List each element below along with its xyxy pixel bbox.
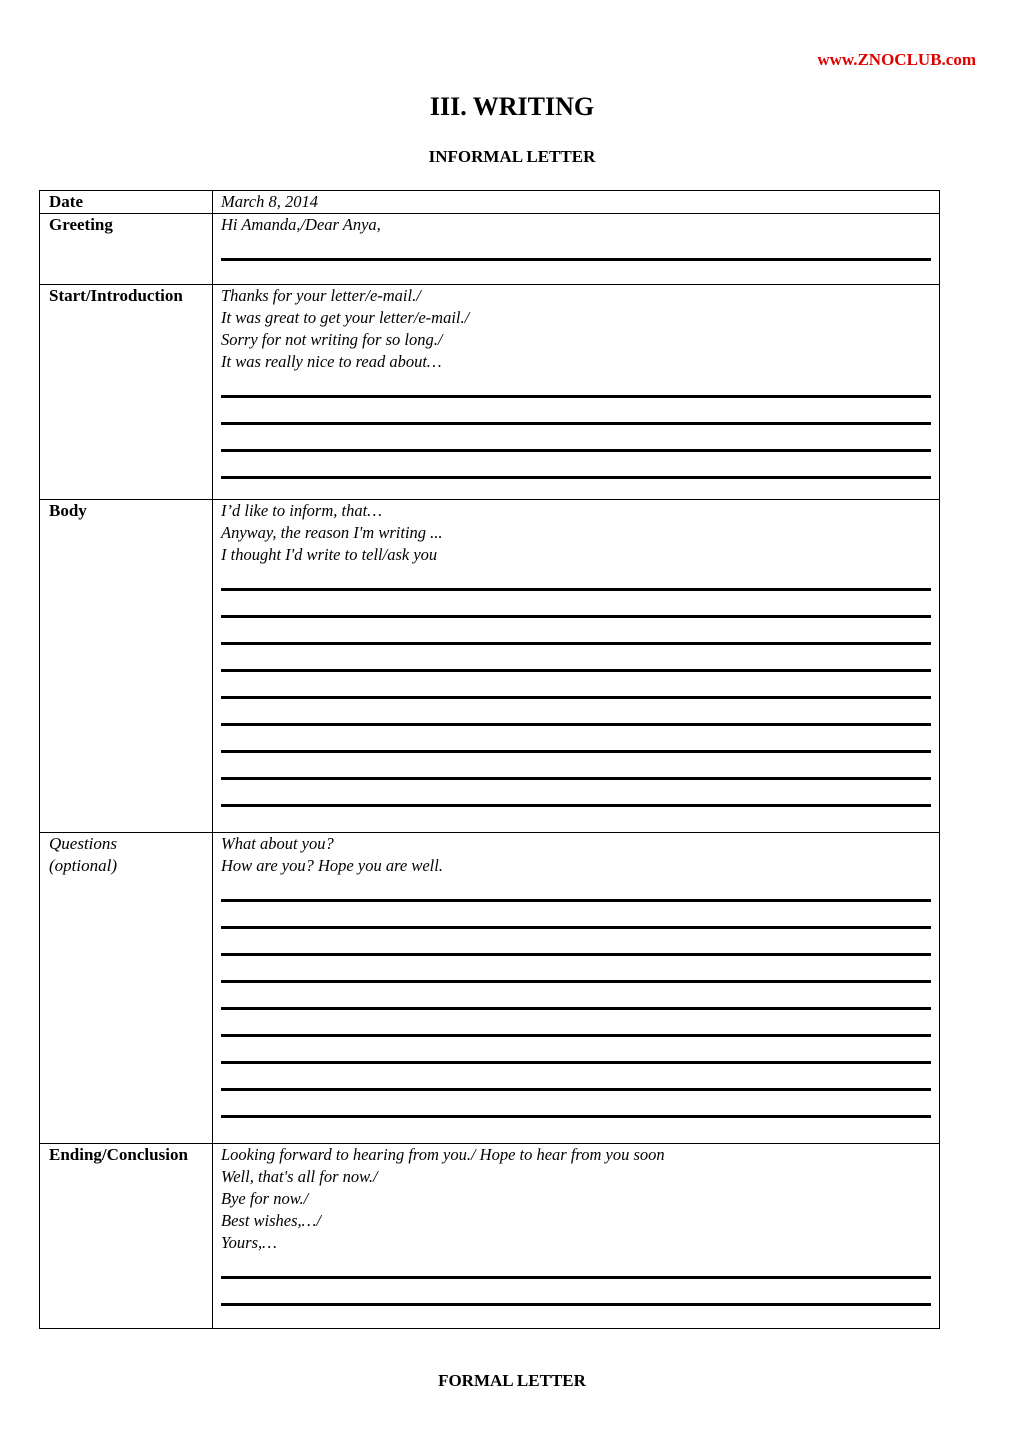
writing-line[interactable] xyxy=(221,1091,931,1118)
row-content-start xyxy=(213,285,939,499)
writing-line[interactable] xyxy=(221,1254,931,1279)
phrase: Well, that's all for now./ xyxy=(221,1167,378,1186)
writing-line[interactable] xyxy=(221,753,931,780)
writing-line[interactable] xyxy=(221,618,931,645)
phrase: I’d like to inform, that… xyxy=(221,501,382,520)
phrase: How are you? Hope you are well. xyxy=(221,856,443,875)
phrase: Best wishes,…/ xyxy=(221,1211,321,1230)
site-url: www.ZNOCLUB.com xyxy=(817,50,976,69)
writing-line[interactable] xyxy=(221,929,931,956)
row-label-text: Questions xyxy=(49,834,117,853)
row-content-ending xyxy=(213,1144,939,1328)
writing-line[interactable] xyxy=(221,699,931,726)
table-row-body xyxy=(40,499,939,832)
writing-line[interactable] xyxy=(221,645,931,672)
writing-line[interactable] xyxy=(221,425,931,452)
phrase: Thanks for your letter/e-mail./ xyxy=(221,286,421,305)
phrase: Yours,… xyxy=(221,1233,277,1252)
table-row-greeting xyxy=(40,213,939,284)
writing-line[interactable] xyxy=(221,1037,931,1064)
row-label-ending xyxy=(40,1144,213,1328)
row-label-body xyxy=(40,500,213,832)
writing-line[interactable] xyxy=(221,1279,931,1306)
table-row-date xyxy=(40,191,939,213)
writing-line[interactable] xyxy=(221,956,931,983)
writing-line[interactable] xyxy=(221,983,931,1010)
phrase: Looking forward to hearing from you./ Hope to hear from you soon xyxy=(221,1145,665,1164)
writing-line[interactable] xyxy=(221,726,931,753)
row-content-greeting xyxy=(213,214,939,284)
table-row-questions xyxy=(40,832,939,1143)
row-label-date xyxy=(40,191,213,213)
row-label-text: Greeting xyxy=(49,215,113,234)
row-label-start xyxy=(40,285,213,499)
table-row-ending xyxy=(40,1143,939,1328)
writing-line[interactable] xyxy=(221,902,931,929)
writing-line[interactable] xyxy=(221,877,931,902)
writing-line[interactable] xyxy=(221,398,931,425)
phrase: Hi Amanda,/Dear Anya, xyxy=(221,215,381,234)
writing-line[interactable] xyxy=(221,1010,931,1037)
writing-line[interactable] xyxy=(221,236,931,261)
writing-line[interactable] xyxy=(221,373,931,398)
row-label-greeting xyxy=(40,214,213,284)
writing-line[interactable] xyxy=(221,1064,931,1091)
phrase: Anyway, the reason I'm writing ... xyxy=(221,523,443,542)
writing-line[interactable] xyxy=(221,591,931,618)
row-label-text: Body xyxy=(49,501,87,520)
writing-line[interactable] xyxy=(221,672,931,699)
row-label-text: Date xyxy=(49,192,83,211)
writing-line[interactable] xyxy=(221,566,931,591)
phrase: March 8, 2014 xyxy=(221,192,319,211)
row-content-date xyxy=(213,191,939,213)
row-label-text: Start/Introduction xyxy=(49,286,183,305)
phrase: Sorry for not writing for so long./ xyxy=(221,330,443,349)
letter-structure-table xyxy=(39,190,940,1329)
phrase: It was great to get your letter/e-mail./ xyxy=(221,308,470,327)
row-content-body xyxy=(213,500,939,832)
writing-line[interactable] xyxy=(221,452,931,479)
phrase: Bye for now./ xyxy=(221,1189,309,1208)
phrase: I thought I'd write to tell/ask you xyxy=(221,545,438,564)
row-label-questions xyxy=(40,833,213,1143)
page-title: III. WRITING xyxy=(429,92,595,121)
writing-line[interactable] xyxy=(221,780,931,807)
row-content-questions xyxy=(213,833,939,1143)
phrase: It was really nice to read about… xyxy=(221,352,442,371)
next-section-title: FORMAL LETTER xyxy=(438,1371,586,1390)
row-label-text: Ending/Conclusion xyxy=(49,1145,188,1164)
row-label-text: (optional) xyxy=(49,856,117,875)
phrase: What about you? xyxy=(221,834,334,853)
table-row-start xyxy=(40,284,939,499)
section-title: INFORMAL LETTER xyxy=(428,147,596,166)
